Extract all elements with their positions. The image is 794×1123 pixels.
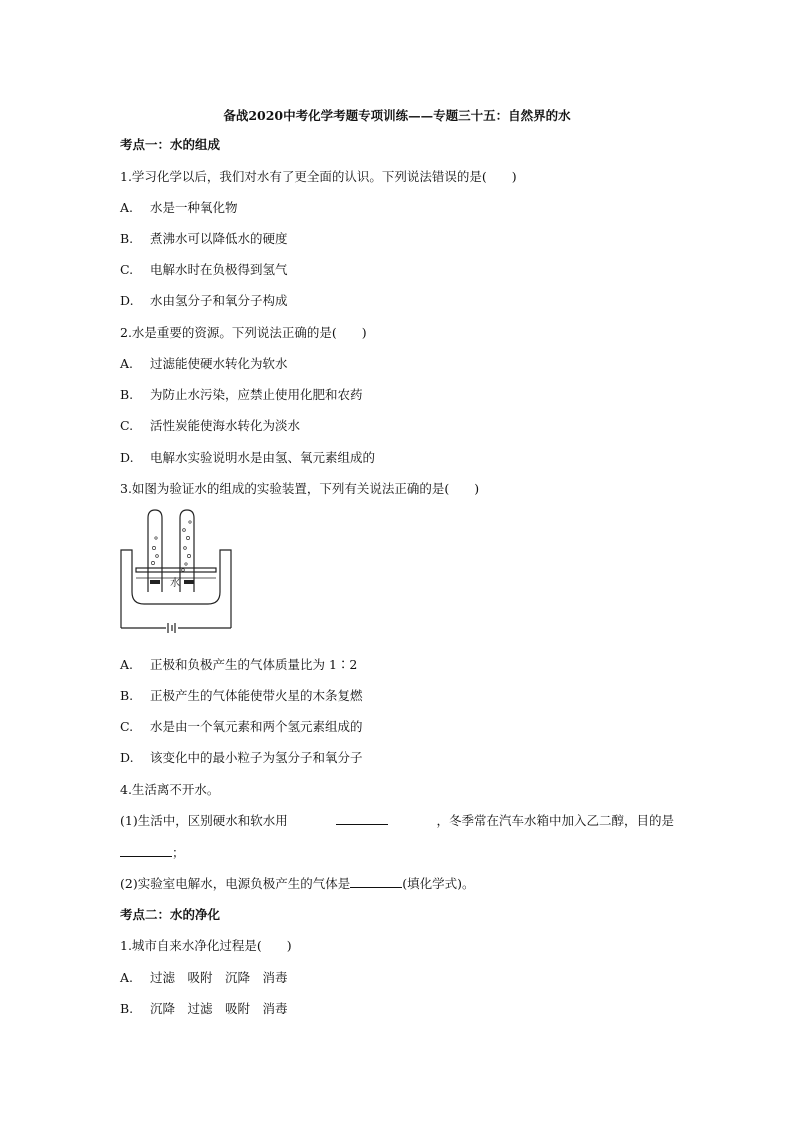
question-5-option-a: A. 过滤 吸附 沉降 消毒 xyxy=(120,970,288,985)
answer-blank[interactable] xyxy=(336,813,388,825)
question-5-stem: 1.城市自来水净化过程是( ) xyxy=(120,938,292,953)
right-test-tube xyxy=(180,510,194,592)
left-electrode xyxy=(150,580,160,584)
question-1-stem: 1.学习化学以后，我们对水有了更全面的认识。下列说法错误的是( ) xyxy=(120,169,517,184)
question-2-option-a: A. 过滤能使硬水转化为软水 xyxy=(120,356,288,371)
question-4-part-1: (1)生活中，区别硬水和软水用 ，冬季常在汽车水箱中加入乙二醇，目的是 xyxy=(120,813,674,828)
answer-blank[interactable] xyxy=(350,876,402,888)
section-heading-1: 考点一：水的组成 xyxy=(120,137,221,152)
question-5-option-b: B. 沉降 过滤 吸附 消毒 xyxy=(120,1001,288,1016)
electrolysis-apparatus-figure xyxy=(118,508,234,636)
question-3-option-d: D. 该变化中的最小粒子为氢分子和氧分子 xyxy=(120,750,363,765)
left-test-tube xyxy=(148,510,162,592)
question-2-option-b: B. 为防止水污染，应禁止使用化肥和农药 xyxy=(120,387,363,402)
question-3-stem: 3.如图为验证水的组成的实验装置，下列有关说法正确的是( ) xyxy=(120,481,480,496)
question-1-option-d: D. 水由氢分子和氧分子构成 xyxy=(120,293,288,308)
question-2-option-d: D. 电解水实验说明水是由氢、氧元素组成的 xyxy=(120,450,376,465)
question-3-option-b: B. 正极产生的气体能使带火星的木条复燃 xyxy=(120,688,363,703)
question-4-part-2: (2)实验室电解水，电源负极产生的气体是 (填化学式)。 xyxy=(120,876,475,891)
question-1-option-c: C. 电解水时在负极得到氢气 xyxy=(120,262,288,277)
answer-blank[interactable] xyxy=(120,845,172,857)
question-2-option-c: C. 活性炭能使海水转化为淡水 xyxy=(120,418,301,433)
water-label: 水 xyxy=(170,578,180,589)
section-heading-2: 考点二：水的净化 xyxy=(120,907,221,922)
document-title: 备战2020中考化学考题专项训练——专题三十五：自然界的水 xyxy=(223,108,571,123)
question-3-option-a: A. 正极和负极产生的气体质量比为 1∶2 xyxy=(120,657,358,672)
question-4-stem: 4.生活离不开水。 xyxy=(120,782,220,797)
right-electrode xyxy=(184,580,194,584)
question-4-part-1-cont: ； xyxy=(120,845,185,861)
electrolysis-apparatus-diagram xyxy=(118,508,234,636)
question-2-stem: 2.水是重要的资源。下列说法正确的是( ) xyxy=(120,325,367,340)
question-3-option-c: C. 水是由一个氧元素和两个氢元素组成的 xyxy=(120,719,363,734)
question-1-option-b: B. 煮沸水可以降低水的硬度 xyxy=(120,231,288,246)
water-trough xyxy=(121,550,231,628)
question-1-option-a: A. 水是一种氧化物 xyxy=(120,200,238,215)
